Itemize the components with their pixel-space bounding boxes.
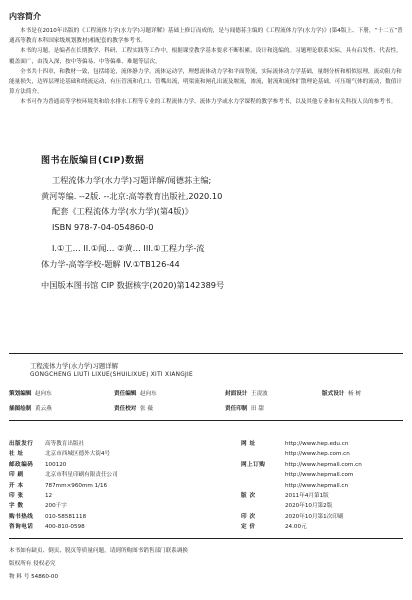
book-title: 工程流体力学(水力学)习题详解 [30, 362, 119, 370]
publication-info-left [9, 439, 118, 533]
cip-number: 中国版本图书馆 CIP 数据核字(2020)第142389号 [41, 280, 225, 290]
cip-line: 体力学-高等学校-题解 IV.①TB126-44 [41, 258, 180, 269]
pub-row: 印 次 2020年10月第1次印刷 [241, 513, 344, 520]
credit-layout-design: 版式设计 杨 树 [322, 391, 361, 397]
cip-line: I.①工… II.①闻… ②黄… III.①工程力学-流 [52, 243, 205, 253]
pub-row: http://www.hepmall.cn [285, 482, 349, 489]
pub-row: 开 本 787mm×960mm 1/16 [9, 482, 108, 489]
intro-section [9, 26, 403, 108]
intro-title: 内容简介 [9, 12, 41, 21]
pub-row: 邮政编码 100120 [9, 461, 67, 468]
cip-line: 黄河等编. --2版. --北京:高等教育出版社,2020.10 [41, 190, 223, 201]
cip-block [41, 173, 224, 294]
pub-row: 印 张 12 [9, 493, 53, 500]
pub-row: 2020年10月第2版 [285, 503, 333, 510]
divider [9, 538, 403, 539]
pub-row: 版 次 2011年4月第1版 [241, 493, 329, 500]
divider [9, 353, 403, 354]
credit-proofreading: 责任校对 张 薇 [114, 406, 153, 412]
credit-printing: 责任印制 田 甜 [225, 406, 264, 412]
pub-row: 定 价 24.00元 [241, 524, 307, 531]
intro-paragraph: 本书是在2010年出版的《工程流体力学(水力学)习题详解》基础上修订而成的，是与闻德荪主编的《工程流体力学(水力学)》(第4版上、下册，“十二五”普通高等教育本科国家级规划教材)相配套的教学参考书。 [9, 28, 403, 45]
quality-note: 本书如有缺页、倒页、脱页等质量问题，请到所购图书销售部门联系调换 [9, 548, 189, 554]
cip-line: 配套《工程流体力学(水力学)(第4版)》 [52, 206, 193, 216]
cip-heading: 图书在版编目(CIP)数据 [41, 156, 145, 166]
cip-line: 工程流体力学(水力学)习题详解/闻德荪主编; [52, 175, 212, 185]
book-title-pinyin: GONGCHENG LIUTI LIXUE(SHUILIXUE) XITI XIANGJIE [30, 372, 194, 378]
credit-responsible-editor: 责任编辑 赵向东 [114, 391, 157, 397]
pub-row: 社 址 北京市西城区德外大街4号 [9, 451, 111, 458]
intro-paragraph: 本书可作为普通高等学校环境类和给水排水工程等专业的工程流体力学、流体力学或水力学课程的教学参考书，以及其他专业和有关科技人员的参考书。 [20, 99, 397, 106]
pub-row: 字 数 200千字 [9, 503, 67, 510]
pub-row: 购书热线 010-58581118 [9, 513, 87, 520]
intro-paragraph: 全书共十四章，和教材一致，包括绪论，流体静力学，流体运动学，理想流体动力学和平面势流，实际流体动力学基础，量纲分析和相似原理，流动阻力和能量损失，边界层理论基础和绕流运动，有压管流和孔口、管嘴出流，明渠流和闸孔出流及堰流，渗流，射流和流体扩散理论基础，可压缩气体的流动，数值计算方法简介。 [9, 68, 402, 96]
pub-row: 咨询电话 400-810-0598 [9, 524, 85, 531]
pub-row: 网 址 http://www.hep.edu.cn [241, 441, 349, 447]
publication-info-right [241, 439, 362, 533]
cip-isbn: ISBN 978-7-04-054860-0 [52, 221, 154, 232]
pub-row: http://www.hep.com.cn [285, 451, 350, 458]
credit-planning-editor: 策划编辑 赵向东 [9, 391, 52, 397]
pub-row: 印 刷 北京市科星印刷有限责任公司 [9, 472, 118, 479]
divider [9, 420, 403, 421]
credit-illustration: 插图绘制 黄云燕 [9, 406, 52, 412]
pub-row: 出版发行 高等教育出版社 [9, 441, 85, 447]
pub-row: 网上订购 http://www.hepmall.com.cn [241, 461, 362, 468]
intro-paragraph: 本书的习题，是编者在长期教学、科研、工程实践等工作中，根据课堂教学基本要求不断积累、设计和选编的。习题理论联系实际，具有启发性、代表性，覆盖面广，由浅入深，按中等偏易、中等偏难、难题等层次。 [9, 48, 402, 65]
copyright-note: 版权所有 侵权必究 [9, 561, 56, 567]
credit-cover-design: 封面设计 王凌波 [225, 391, 268, 397]
pub-row: http://www.hepmall.com [285, 472, 354, 479]
material-number: 物 料 号 54860-00 [9, 574, 59, 580]
